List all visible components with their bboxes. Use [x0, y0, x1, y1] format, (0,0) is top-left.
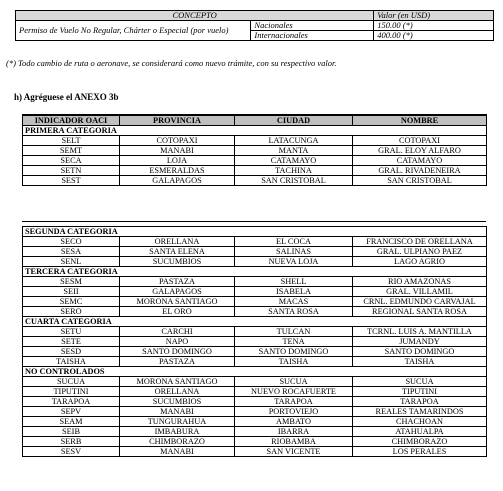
oaci-code: SEPV [23, 407, 120, 417]
oaci-code: SETE [23, 337, 120, 347]
oaci-code: SESV [23, 447, 120, 457]
category-label: NO CONTROLADOS [23, 367, 487, 377]
oaci-code: SESA [23, 247, 120, 257]
col-header-oaci: INDICADOR OACI [23, 115, 120, 126]
table-row [23, 297, 487, 307]
col-header-provincia: PROVINCIA [120, 115, 235, 126]
ciudad-cell: ISABELA [235, 287, 353, 297]
table-row [23, 237, 487, 247]
provincia-cell: ORELLANA [120, 387, 235, 397]
oaci-code: SENL [23, 257, 120, 267]
provincia-cell: TUNGURAHUA [120, 417, 235, 427]
provincia-cell: CHIMBORAZO [120, 437, 235, 447]
nombre-cell: REGIONAL SANTA ROSA [353, 307, 487, 317]
category-row [23, 317, 487, 327]
table-row [23, 447, 487, 457]
table-row [23, 146, 487, 156]
table-row [23, 337, 487, 347]
ciudad-cell: SAN VICENTE [235, 447, 353, 457]
table-row [23, 357, 487, 367]
ciudad-cell: RIOBAMBA [235, 437, 353, 447]
oaci-code: SEST [23, 176, 120, 186]
ciudad-cell: SAN CRISTOBAL [235, 176, 353, 186]
ciudad-cell: MACAS [235, 297, 353, 307]
ciudad-cell: MANTA [235, 146, 353, 156]
category-label: TERCERA CATEGORIA [23, 267, 487, 277]
ciudad-cell: TENA [235, 337, 353, 347]
table-row [23, 307, 487, 317]
nombre-cell: SUCUA [353, 377, 487, 387]
provincia-cell: NAPO [120, 337, 235, 347]
provincia-cell: GALAPAGOS [120, 176, 235, 186]
ciudad-cell: SHELL [235, 277, 353, 287]
nombre-cell: GRAL. VILLAMIL [353, 287, 487, 297]
nombre-cell: GRAL. ELOY ALFARO [353, 146, 487, 156]
nombre-cell: CATAMAYO [353, 156, 487, 166]
oaci-code: SESD [23, 347, 120, 357]
table-row [23, 247, 487, 257]
col-header-nombre: NOMBRE [353, 115, 487, 126]
table-row [23, 176, 487, 186]
footnote: (*) Todo cambio de ruta o aeronave, se considerará como nuevo trámite, con su respectivo valor. [6, 58, 337, 68]
table-row [23, 257, 487, 267]
fee-value: 400.00 (*) [374, 31, 494, 41]
oaci-code: SEAM [23, 417, 120, 427]
airports-table-rest [22, 226, 487, 457]
nombre-cell: SAN CRISTOBAL [353, 176, 487, 186]
ciudad-cell: NUEVO ROCAFUERTE [235, 387, 353, 397]
provincia-cell: SANTO DOMINGO [120, 347, 235, 357]
nombre-cell: REALES TAMARINDOS [353, 407, 487, 417]
category-row [23, 126, 487, 136]
ciudad-cell: EL COCA [235, 237, 353, 247]
oaci-code: SERO [23, 307, 120, 317]
nombre-cell: GRAL. ULPIANO PAEZ [353, 247, 487, 257]
provincia-cell: MORONA SANTIAGO [120, 297, 235, 307]
table-row [23, 407, 487, 417]
ciudad-cell: CATAMAYO [235, 156, 353, 166]
oaci-code: SEIB [23, 427, 120, 437]
fee-type: Internacionales [251, 31, 374, 41]
ciudad-cell: SALINAS [235, 247, 353, 257]
fee-row-label: Permiso de Vuelo No Regular, Chárter o Especial (por vuelo) [16, 21, 251, 41]
oaci-code: SERB [23, 437, 120, 447]
category-label: CUARTA CATEGORIA [23, 317, 487, 327]
table-row [23, 427, 487, 437]
ciudad-cell: TAISHA [235, 357, 353, 367]
table-row [23, 327, 487, 337]
provincia-cell: ORELLANA [120, 237, 235, 247]
oaci-code: SECO [23, 237, 120, 247]
nombre-cell: FRANCISCO DE ORELLANA [353, 237, 487, 247]
ciudad-cell: AMBATO [235, 417, 353, 427]
ciudad-cell: SUCUA [235, 377, 353, 387]
provincia-cell: SANTA ELENA [120, 247, 235, 257]
provincia-cell: SUCUMBIOS [120, 397, 235, 407]
oaci-code: SEII [23, 287, 120, 297]
provincia-cell: GALAPAGOS [120, 287, 235, 297]
fee-type: Nacionales [251, 21, 374, 31]
oaci-code: SETU [23, 327, 120, 337]
oaci-code: TARAPOA [23, 397, 120, 407]
table-row [23, 347, 487, 357]
ciudad-cell: SANTA ROSA [235, 307, 353, 317]
nombre-cell: LAGO AGRIO [353, 257, 487, 267]
column-header-row [23, 115, 487, 126]
provincia-cell: ESMERALDAS [120, 166, 235, 176]
oaci-code: TIPUTINI [23, 387, 120, 397]
provincia-cell: MORONA SANTIAGO [120, 377, 235, 387]
ciudad-cell: IBARRA [235, 427, 353, 437]
provincia-cell: SUCUMBIOS [120, 257, 235, 267]
airports-table-first [22, 114, 487, 186]
oaci-code: SUCUA [23, 377, 120, 387]
oaci-code: SEMT [23, 146, 120, 156]
table-row [23, 136, 487, 146]
nombre-cell: TIPUTINI [353, 387, 487, 397]
nombre-cell: COTOPAXI [353, 136, 487, 146]
table-row [23, 287, 487, 297]
fee-row [16, 21, 494, 31]
table-row [23, 387, 487, 397]
fee-table [15, 10, 494, 41]
table-row [23, 437, 487, 447]
ciudad-cell: NUEVA LOJA [235, 257, 353, 267]
nombre-cell: ATAHUALPA [353, 427, 487, 437]
provincia-cell: COTOPAXI [120, 136, 235, 146]
provincia-cell: MANABI [120, 146, 235, 156]
ciudad-cell: TACHINA [235, 166, 353, 176]
oaci-code: SESM [23, 277, 120, 287]
col-header-ciudad: CIUDAD [235, 115, 353, 126]
category-row [23, 227, 487, 237]
nombre-cell: JUMANDY [353, 337, 487, 347]
nombre-cell: CHACHOAN [353, 417, 487, 427]
table-row [23, 377, 487, 387]
nombre-cell: CHIMBORAZO [353, 437, 487, 447]
nombre-cell: RIO AMAZONAS [353, 277, 487, 287]
provincia-cell: PASTAZA [120, 357, 235, 367]
nombre-cell: LOS PERALES [353, 447, 487, 457]
oaci-code: SETN [23, 166, 120, 176]
oaci-code: SELT [23, 136, 120, 146]
ciudad-cell: LATACUNGA [235, 136, 353, 146]
provincia-cell: MANABI [120, 447, 235, 457]
nombre-cell: CRNL. EDMUNDO CARVAJAL [353, 297, 487, 307]
provincia-cell: MANABI [120, 407, 235, 417]
ciudad-cell: SANTO DOMINGO [235, 347, 353, 357]
nombre-cell: TARAPOA [353, 397, 487, 407]
ciudad-cell: PORTOVIEJO [235, 407, 353, 417]
oaci-code: SECA [23, 156, 120, 166]
ciudad-cell: TULCAN [235, 327, 353, 337]
fee-header-concept: CONCEPTO [16, 11, 374, 21]
table-row [23, 397, 487, 407]
ciudad-cell: TARAPOA [235, 397, 353, 407]
provincia-cell: CARCHI [120, 327, 235, 337]
category-label: PRIMERA CATEGORIA [23, 126, 487, 136]
table-row [23, 417, 487, 427]
nombre-cell: SANTO DOMINGO [353, 347, 487, 357]
provincia-cell: EL ORO [120, 307, 235, 317]
provincia-cell: IMBABURA [120, 427, 235, 437]
nombre-cell: TCRNL. LUIS A. MANTILLA [353, 327, 487, 337]
category-row [23, 367, 487, 377]
oaci-code: SEMC [23, 297, 120, 307]
nombre-cell: GRAL. RIVADENEIRA [353, 166, 487, 176]
fee-value: 150.00 (*) [374, 21, 494, 31]
fee-table-header [16, 11, 494, 21]
table-row [23, 166, 487, 176]
provincia-cell: LOJA [120, 156, 235, 166]
table-row [23, 156, 487, 166]
fee-header-value: Valor (en USD) [374, 11, 494, 21]
provincia-cell: PASTAZA [120, 277, 235, 287]
nombre-cell: TAISHA [353, 357, 487, 367]
category-row [23, 267, 487, 277]
category-label: SEGUNDA CATEGORIA [23, 227, 487, 237]
section-divider [22, 221, 486, 222]
section-heading: h) Agréguese el ANEXO 3b [14, 92, 119, 102]
oaci-code: TAISHA [23, 357, 120, 367]
table-row [23, 277, 487, 287]
